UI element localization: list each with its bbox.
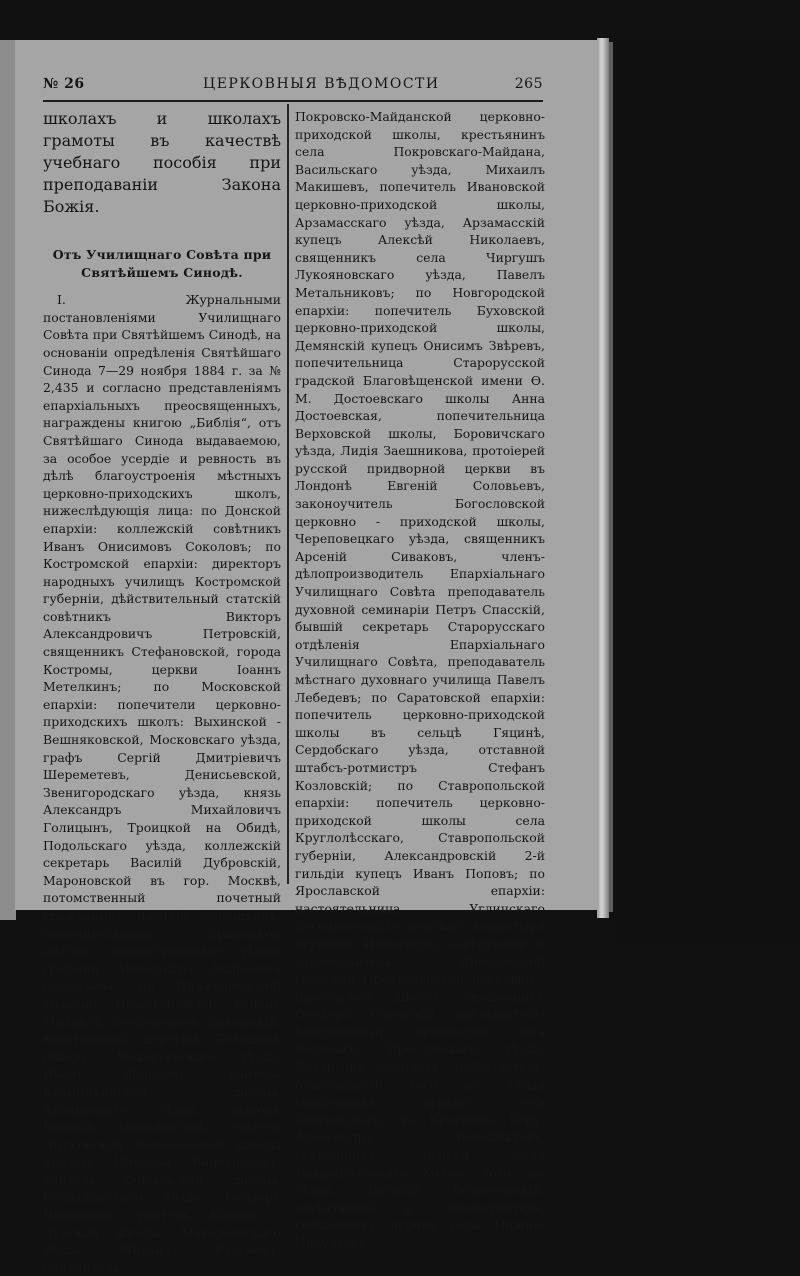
document-page <box>15 40 597 1275</box>
intro-text: школахъ и школахъ грамоты въ качествѣ учебнаго пособія при преподаваніи Закона Божія. <box>43 109 281 216</box>
right-body-text: Покровско-Майданской церковно-приходской школы, крестьянинъ села Покровскаго-Майдана, Васильскаго уѣзда, Михаилъ Макишевъ, попечитель Ивановской церковно-приходской школы, Арзамасскаго уѣзда, Арзамасскій купецъ Алексѣй Николаевъ, священникъ села Чиргушъ Лукояновскаго уѣзда, Павелъ Метальниковъ; по Новгородской епархіи: попечитель Буховской церковно-приходской школы, Демянскій купецъ Онисимъ Звѣревъ, попечительница Старорусской градской Благовѣщенской имени Ѳ. М. Достоевскаго школы Анна Достоевская, попечительница Верховской школы, Боровичскаго уѣзда, Лидія Заешникова, протоіерей русской придворной церкви въ Лондонѣ Евгеній Соловьевъ, законоучитель Богословской церковно - приходской школы, Череповецкаго уѣзда, священникъ Арсеній Сиваковъ, членъ-дѣлопроизводитель Епархіальнаго Училищнаго Совѣта преподаватель духовной семинаріи Петръ Спасскій, бывшій секретарь Старорусскаго отдѣленія Епархіальнаго Училищнаго Совѣта, преподаватель мѣстнаго духовнаго училища Павелъ Лебедевъ; по Саратовской епархіи: попечитель церковно-приходской школы въ сельцѣ Гяцинѣ, Сердобскаго уѣзда, отставной штабсъ-ротмистръ Стефанъ Козловскій; по Ставропольской епархіи: попечитель церковно-приходской школы села Круглолѣсскаго, Ставропольской губерніи, Александровскій 2-й гильдіи купецъ Иванъ Поповъ; по Ярославской епархіи: настоятельница Угличскаго Богоявленскаго женскаго монастыря игуменія Измарагда, завѣдующій и законоучитель Ярославской градской Предтеченской церковно - приходской школы, священникъ Ѳеодоръ Успенскій, наблюдатель-благочинный, протоіерей села Великаго, Ярославскаго уѣзда, Владиміръ Соколовъ, наблюдатель-благочинный того же уѣзда священникъ церкви села Смоленскаго, въ Красномъ Бору, Александръ Бенедиктовъ, священникъ церкви села Лаврентьевскаго Холма, того же уѣзда, Василій Вознесенскій, завѣдующій и законоучитель, священникъ церкви села Нижне-Никульска- <box>295 109 545 1250</box>
bleed-through-text <box>43 228 281 240</box>
intro-paragraph <box>43 108 281 218</box>
left-body <box>43 291 281 1276</box>
column-divider <box>287 104 289 884</box>
scan-background <box>616 40 800 943</box>
right-column <box>295 108 545 1252</box>
left-page-edge <box>0 40 16 920</box>
page-stack-edge <box>597 38 609 918</box>
page-stack-shadow <box>609 42 613 912</box>
left-column <box>43 108 281 1276</box>
journal-title: ЦЕРКОВНЫЯ ВѢДОМОСТИ <box>203 76 440 92</box>
running-header <box>43 76 543 98</box>
page-number: 265 <box>514 76 543 92</box>
header-rule <box>43 100 543 102</box>
section-heading: Отъ Училищнаго Совѣта при Святѣйшемъ Синодѣ. <box>52 247 272 280</box>
issue-number: № 26 <box>43 76 85 92</box>
left-body-text: I. Журнальными постановленіями Училищнаго Совѣта при Святѣйшемъ Синодѣ, на основаніи опредѣленія Святѣйшаго Синода 7—29 ноября 1884 г. за № 2,435 и согласно представленіямъ епархіальныхъ преосвященныхъ, награждены книгою „Библія“, отъ Святѣйшаго Синода выдаваемою, за особое усердіе и ревность въ дѣлѣ благоустроенія мѣстныхъ церковно-приходскихъ школъ, нижеслѣдующія лица: по Донской епархіи: коллежскій совѣтникъ Иванъ Онисимовъ Соколовъ; по Костромской епархіи: директоръ народныхъ училищъ Костромской губерніи, дѣйствительный статскій совѣтникъ Викторъ Александровичъ Петровскій, священникъ Стефановской, города Костромы, церкви Іоаннъ Метелкинъ; по Московской епархіи: попечители церковно-приходскихъ школъ: Выхинской - Вешняковской, Московскаго уѣзда, графъ Сергій Дмитріевичъ Шереметевъ, Денисьевской, Звенигородскаго уѣзда, князь Александръ Михайловичъ Голицынъ, Троицкой на Обидѣ, Подольскаго уѣзда, коллежскій секретарь Василій Дубровскій, Мароновской въ гор. Москвѣ, потомственный почетный гражданинъ Василій Лепешкинъ, попечительница Ершовской школы, Звенигородскаго уѣзда, графиня Александра Андреевна Олсуфьева; по Нижегородской епархіи: Нижегородскій купецъ Михаилъ Ѳеодоровичъ Каменскій, крестьянинъ деревни Большихъ Ошаръ, Макарьевскаго уѣзда, Иванъ Ярапцевъ, учитель Козминкинской школы, Арзамаскаго уѣзда, діаконъ Василій Алексѣевскій, учитель Лысковской Вознесенской школы діаконъ Николай Виноградовъ, учитель Сормовской школы, Балахнинскаго уѣзда, Ѳеодоръ Иваницкій, учитель Красно - Лукской школы, Макарьевскаго уѣзда, Михаилъ Разумовъ, попечитель <box>43 292 281 1275</box>
